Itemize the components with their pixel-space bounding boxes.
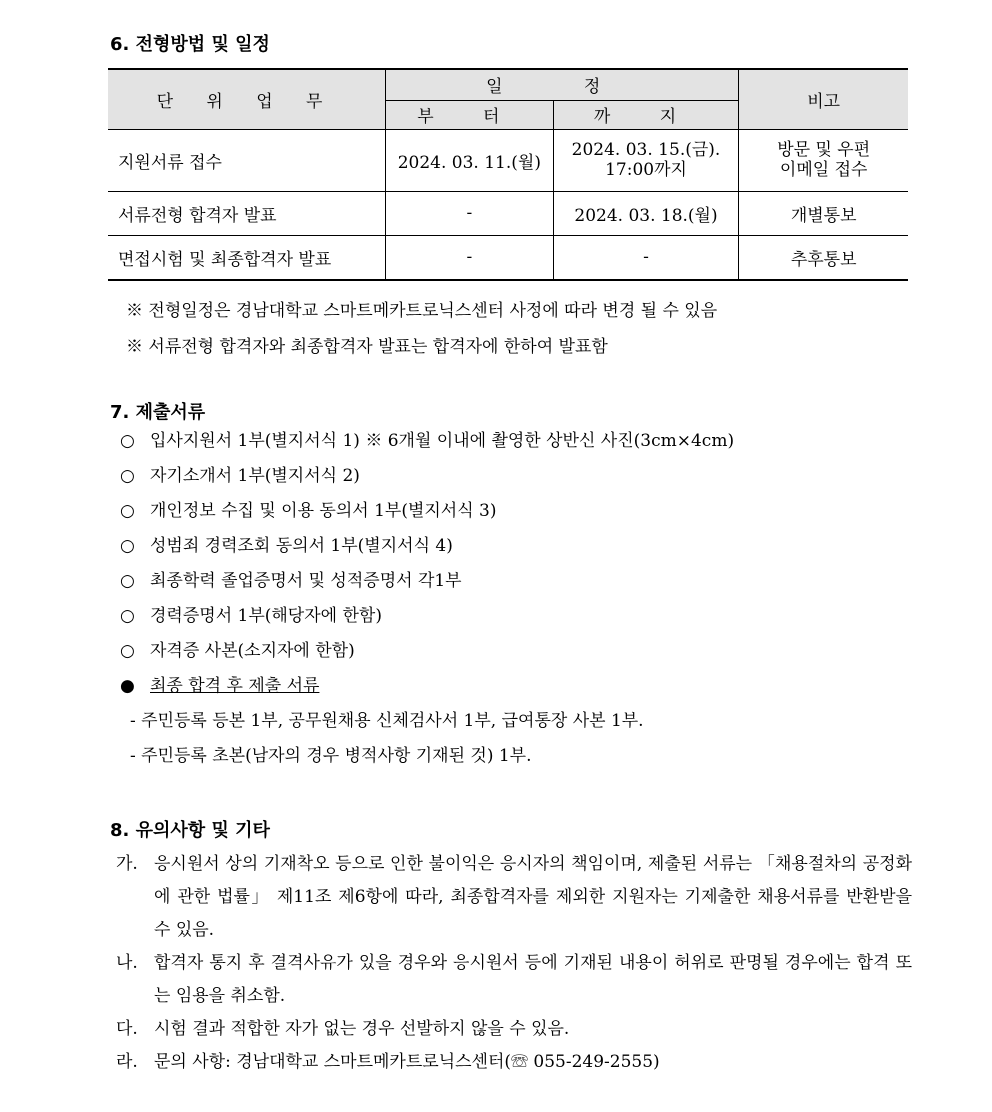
list-item: ○ 성범죄 경력조회 동의서 1부(별지서식 4) — [120, 536, 453, 556]
list-item: ○ 자기소개서 1부(별지서식 2) — [120, 466, 360, 486]
list-item: - 주민등록 등본 1부, 공무원채용 신체검사서 1부, 급여통장 사본 1부. — [130, 711, 644, 731]
list-item: 다. 시험 결과 적합한 자가 없는 경우 선발하지 않을 수 있음. — [116, 1019, 570, 1039]
row-task: 면접시험 및 최종합격자 발표 — [108, 235, 386, 280]
list-item: ○ 입사지원서 1부(별지서식 1) ※ 6개월 이내에 촬영한 상반신 사진(3cm×4cm) — [120, 431, 735, 451]
col-to-header: 까 지 — [553, 100, 739, 129]
row-to: - — [553, 235, 739, 280]
row-to: 2024. 03. 15.(금). 17:00까지 — [553, 129, 739, 191]
list-item: ○ 개인정보 수집 및 이용 동의서 1부(별지서식 3) — [120, 501, 497, 521]
circle-bullet-icon: ○ — [120, 641, 135, 661]
filled-circle-bullet-icon: ● — [120, 676, 135, 696]
list-item: ○ 경력증명서 1부(해당자에 한함) — [120, 606, 382, 626]
row-from: - — [386, 235, 554, 280]
notes-list — [116, 848, 912, 1079]
list-item: 나. 합격자 통지 후 결격사유가 있을 경우와 응시원서 등에 기재된 내용이 허위로 판명될 경우에는 합격 또는 임용을 취소함. — [116, 953, 912, 1006]
circle-bullet-icon: ○ — [120, 501, 135, 521]
row-to: 2024. 03. 18.(월) — [553, 191, 739, 235]
list-item: 가. 응시원서 상의 기재착오 등으로 인한 불이익은 응시자의 책임이며, 제출된 서류는 「채용절차의 공정화에 관한 법률」 제11조 제6항에 따라, 최종합격자를 제외한 지원자는 기제출한 채용서류를 반환받을 수 있음. — [116, 854, 912, 940]
circle-bullet-icon: ○ — [120, 606, 135, 626]
row-task: 서류전형 합격자 발표 — [108, 191, 386, 235]
list-item: ○ 자격증 사본(소지자에 한함) — [120, 641, 355, 661]
circle-bullet-icon: ○ — [120, 571, 135, 591]
section-7-heading: 7. 제출서류 — [110, 402, 206, 423]
col-from-header: 부 터 — [386, 100, 554, 129]
list-item: - 주민등록 초본(남자의 경우 병적사항 기재된 것) 1부. — [130, 746, 532, 766]
section-8-heading: 8. 유의사항 및 기타 — [110, 820, 270, 841]
list-item: 라. 문의 사항: 경남대학교 스마트메카트로닉스센터(☏ 055-249-2555) — [116, 1052, 660, 1072]
row-from: - — [386, 191, 554, 235]
schedule-remark: ※ 전형일정은 경남대학교 스마트메카트로닉스센터 사정에 따라 변경 될 수 있음 — [126, 301, 718, 321]
row-task: 지원서류 접수 — [108, 129, 386, 191]
row-note: 추후통보 — [739, 235, 908, 280]
table-row — [108, 129, 908, 191]
circle-bullet-icon: ○ — [120, 466, 135, 486]
col-task-header: 단 위 업 무 — [108, 69, 386, 129]
row-note: 방문 및 우편 이메일 접수 — [739, 129, 908, 191]
circle-bullet-icon: ○ — [120, 431, 135, 451]
list-item: ○ 최종학력 졸업증명서 및 성적증명서 각1부 — [120, 571, 462, 591]
table-row — [108, 191, 908, 235]
row-note: 개별통보 — [739, 191, 908, 235]
final-documents-heading: ● 최종 합격 후 제출 서류 — [120, 676, 320, 696]
circle-bullet-icon: ○ — [120, 536, 135, 556]
table-row — [108, 235, 908, 280]
col-note-header: 비고 — [739, 69, 908, 129]
schedule-table — [108, 68, 908, 281]
schedule-remark: ※ 서류전형 합격자와 최종합격자 발표는 합격자에 한하여 발표함 — [126, 337, 608, 357]
col-schedule-header: 일 정 — [386, 69, 739, 100]
section-6-heading: 6. 전형방법 및 일정 — [110, 34, 270, 55]
required-documents-list — [120, 430, 734, 780]
row-from: 2024. 03. 11.(월) — [386, 129, 554, 191]
